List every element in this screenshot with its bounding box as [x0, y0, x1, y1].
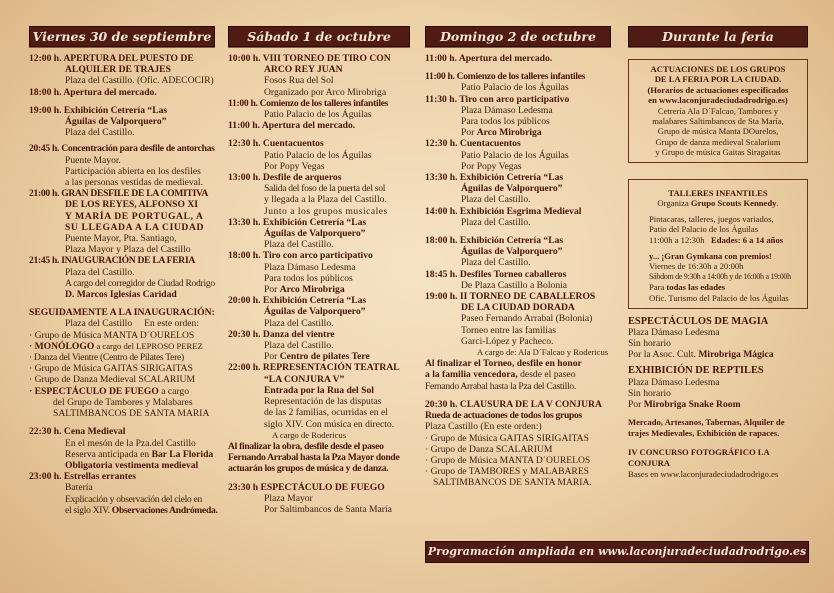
- box-text: Ofic. Turismo del Palacio de los Águilas: [649, 293, 789, 303]
- ev-detail: Puente Mayor, Pta. Santiago,: [65, 233, 177, 245]
- ev-title: DE LOS REYES, ALFONSO XI: [65, 199, 199, 211]
- box-heading: (Horarios de actuaciones especificados: [647, 84, 789, 95]
- ev-title: 11:00 h. Apertura del mercado.: [425, 53, 553, 64]
- ev-detail: Por Centro de pilates Tere: [264, 351, 370, 363]
- ev-title: SU LLEGADA A LA CIUDAD: [65, 221, 205, 233]
- ev-detail: A cargo de: Ala D´Falcao y Rodericus: [477, 347, 609, 358]
- ev-title: 22:30 h. Cena Medieval: [29, 426, 126, 438]
- list-item: SALTIMBANCOS DE SANTA MARIA: [53, 408, 210, 420]
- ev-detail: A cargo de Rodericus: [272, 429, 347, 440]
- ev-detail: a las personas vestidas de medieval.: [65, 177, 203, 189]
- box-heading: TALLERES INFANTILES: [668, 187, 768, 198]
- ev-note: Fernando Arrabal hasta la Pza Mayor donde: [228, 452, 400, 464]
- ev-title: ESPECTÁCULOS DE MAGIA: [628, 315, 769, 327]
- ev-detail: el siglo XIV. Observaciones Andrómeda.: [65, 504, 218, 516]
- ev-detail: Sin horario: [628, 338, 671, 349]
- ev-detail: Organizado por Arco Mirobriga: [264, 86, 387, 98]
- list-item: · ESPECTÁCULO DE FUEGO a cargo: [29, 385, 189, 397]
- ev-detail: Plaza del Castillo.: [264, 340, 334, 352]
- ev-title: 23:30 h ESPECTÁCULO DE FUEGO: [228, 481, 385, 493]
- ev-title: 21:00 h. GRAN DESFILE DE LA COMITIVA: [29, 188, 209, 200]
- ev-title: 12:00 h. APERTURA DEL PUESTO DE: [29, 53, 194, 64]
- ev-detail: A cargo del corregidor de Ciudad Rodrigo: [65, 277, 215, 289]
- ev-title: 23:00 h. Estrellas errantes: [29, 471, 136, 483]
- ev-title: Águilas de Valporquero”: [264, 306, 366, 318]
- ev-detail: Por Popy Vegas: [264, 160, 325, 172]
- ev-detail: Por Popy Vegas: [461, 160, 522, 172]
- list-item: · Grupo de Música MANTA D´OURELOS: [29, 329, 195, 341]
- box-text: Viernes de 16:30h a 20:00h: [649, 261, 744, 272]
- list-item: · Grupo de Música GAITAS SIRIGAITAS: [29, 363, 193, 375]
- ev-detail: Patio Palacio de los Águilas: [264, 109, 372, 121]
- ev-title: 18:00 h. Exhibición Cetrería “Las: [425, 235, 564, 247]
- ev-detail: Plaza del Castillo.: [461, 257, 531, 269]
- ev-detail: Plaza del Castillo.: [264, 239, 334, 251]
- ev-title: Águilas de Valporquero”: [65, 116, 167, 128]
- ev-detail: Patio Palacio de los Águilas: [461, 82, 569, 94]
- ev-title: 18:00 h. Tiro con arco participativo: [228, 250, 373, 262]
- ev-detail: Por Saltimbancos de Santa María: [264, 503, 392, 515]
- ev-detail: Patio Palacio de los Águilas: [264, 149, 372, 161]
- list-item: · MONÓLOGO a cargo del LEPROSO PEREZ: [29, 340, 203, 352]
- ev-detail: Plaza del Castillo.: [65, 127, 135, 139]
- ev-title: SEGUIDAMENTE A LA INAUGURACIÓN:: [29, 307, 215, 319]
- ev-detail: Plaza Mayor y Plaza del Castillo: [65, 244, 191, 256]
- ev-detail: Explicación y observación del cielo en: [65, 493, 202, 505]
- ev-title: 20:45 h. Concentración para desfile de antorchas: [29, 143, 215, 155]
- ev-title: 14:00 h. Exhibición Esgrima Medieval: [425, 205, 582, 217]
- ev-note: IV CONCURSO FOTOGRÁFICO LA CONJURA: [628, 446, 770, 468]
- box-text: Sábdom de 9:30h a 14:00h y de 16:00h a 19:00h: [649, 271, 791, 281]
- ev-detail: Plaza Dámaso Ledesma: [628, 376, 720, 388]
- ev-detail: siglo XIV. Con música en directo.: [264, 418, 395, 430]
- ev-note: a la familia vencedora, desde el paseo: [425, 369, 576, 381]
- ev-title: DE LA CIUDAD DORADA: [461, 302, 575, 314]
- ev-detail: y llegada a la Plaza del Castillo.: [264, 194, 387, 206]
- ev-detail: Por la Asoc. Cult. Mirobriga Mágica: [628, 349, 774, 361]
- box-workshops: [628, 179, 808, 309]
- ev-detail: Plaza Dámaso Ledesma: [264, 261, 356, 273]
- ev-title: 18:00 h. Apertura del mercado.: [29, 86, 157, 98]
- box-heading: en www.laconjuradeciudadrodrigo.es): [648, 95, 788, 106]
- box-text: y Grupo de música Gaitas Siragaitas: [655, 147, 781, 158]
- ev-detail: De Plaza Castillo a Bolonia: [461, 279, 568, 291]
- ev-title: 19:00 h. Exhibición Cetrería “Las: [29, 104, 168, 116]
- ev-title: 19:00 h. II TORNEO DE CABALLEROS: [425, 291, 596, 303]
- ev-detail: Plaza del Castillo.: [264, 317, 334, 329]
- box-heading: DE LA FERIA POR LA CIUDAD.: [654, 74, 782, 85]
- ev-title: 11:30 h. Tiro con arco participativo: [425, 93, 570, 105]
- ev-title: ALQUILER DE TRAJES: [65, 64, 171, 76]
- ev-detail: Salida del foso de la puerta del sol: [264, 183, 386, 195]
- ev-note: Al finalizar la obra, desfile desde el paseo: [228, 440, 384, 452]
- ev-detail: Plaza del Castillo.: [461, 216, 531, 228]
- ev-detail: Junto a los grupos musicales: [264, 205, 388, 217]
- box-text: Cetrería Ala D´Falcao, Tambores y: [657, 105, 779, 116]
- ev-title: EXHIBICIÓN DE REPTILES: [628, 365, 764, 377]
- ev-detail: En el mesón de la Pza.del Castillo: [65, 437, 196, 449]
- ev-detail: D. Marcos Iglesias Caridad: [65, 289, 177, 301]
- box-text: Organiza Grupo Scouts Kennedy.: [657, 198, 779, 209]
- ev-detail: Plaza Mayor: [264, 492, 313, 504]
- ev-title: 13:30 h. Exhibición Cetrería “Las: [228, 216, 367, 228]
- box-text: Patio del Palacio de los Águilas: [649, 224, 759, 235]
- ev-title: 13:00 h. Desfile de arqueros: [228, 172, 342, 184]
- ev-detail: Plaza Dámaso Ledesma: [628, 326, 720, 338]
- column-during-fair: [628, 53, 808, 480]
- box-text: Pintacaras, talleres, juegos variados,: [649, 213, 774, 224]
- ev-detail: Puente Mayor.: [65, 154, 121, 166]
- list-item: · Danza del Vientre (Centro de Pilates Tere): [29, 352, 184, 364]
- box-text: y... ¡Gran Gymkana con premios!: [649, 250, 772, 261]
- header-saturday: Sábado 1 de octubre: [228, 26, 410, 47]
- ev-title: Águilas de Valporquero”: [461, 183, 563, 195]
- ev-title: 18:45 h. Desfiles Torneo caballeros: [425, 268, 567, 280]
- ev-title: Y MARÍA DE PORTUGAL, A: [65, 210, 204, 222]
- ev-note: actuarán los grupos de música y de danza.: [228, 463, 389, 475]
- ev-detail: Bases en www.laconjuradeciudadrodrigo.es: [628, 469, 779, 480]
- ev-title: “LA CONJURA V”: [264, 373, 345, 385]
- ev-detail: Paseo Fernando Arrabal (Bolonia): [461, 313, 593, 325]
- box-heading: ACTUACIONES DE LOS GRUPOS: [650, 64, 786, 74]
- footer-banner: Programación ampliada en www.laconjuradeciudadrodrigo.es: [425, 541, 809, 563]
- ev-title: ARCO REY JUAN: [264, 64, 343, 76]
- ev-detail: Sin horario: [628, 387, 671, 399]
- list-item: SALTIMBANCOS DE SANTA MARIA.: [433, 477, 592, 489]
- ev-detail: Plaza del Castillo. (Ofic. ADECOCIR): [65, 75, 214, 87]
- ev-note: Fernando Arrabal hasta la Pza del Castillo.: [425, 380, 576, 392]
- ev-detail: Para todos los públicos: [264, 272, 353, 284]
- ev-detail: Plaza del Castillo.: [461, 194, 531, 206]
- ev-title: 21:45 h. INAUGURACIÓN DE LA FERIA: [29, 255, 196, 267]
- ev-title: 11:00 h. Comienzo de los talleres infantiles: [425, 71, 586, 83]
- ev-title: 22:00 h. REPRESENTACIÓN TEATRAL: [228, 362, 400, 374]
- ev-detail: Representación de las disputas: [264, 396, 382, 408]
- ev-title: Águilas de Valporquero”: [461, 246, 563, 258]
- ev-detail: de las 2 familias, ocurridas en el: [264, 407, 388, 419]
- ev-title: 11:00 h. Apertura del mercado.: [228, 120, 356, 132]
- list-item: del Grupo de Tambores y Malabares: [53, 396, 193, 408]
- header-friday: Viernes 30 de septiembre: [29, 26, 215, 47]
- box-text: Grupo de danza medieval Scalarium: [655, 136, 781, 147]
- list-item: · Grupo de TAMBORES y MALABARES: [425, 466, 590, 478]
- ev-detail: Torneo entre las familias: [461, 324, 556, 336]
- ev-title: 20:30 h. Danza del vientre: [228, 328, 335, 340]
- ev-title: 12:30 h. Cuentacuentos: [228, 138, 324, 150]
- ev-note: Rueda de actuaciones de todos los grupos: [425, 410, 582, 422]
- ev-detail: Fosos Rua del Sol: [264, 75, 334, 87]
- box-text: malabares Saltimbancos de Sta María,: [652, 116, 784, 127]
- ev-detail: Participación abierta en los desfiles: [65, 165, 201, 177]
- ev-title: 13:30 h. Exhibición Cetrería “Las: [425, 172, 564, 184]
- ev-detail: Plaza Dámaso Ledesma: [461, 104, 553, 116]
- ev-detail: Entrada por la Rua del Sol: [264, 384, 374, 396]
- ev-title: Águilas de Valporquero”: [264, 228, 366, 240]
- ev-title: 10:00 h. VIII TORNEO DE TIRO CON: [228, 53, 391, 64]
- ev-title: 11:00 h. Comienzo de los talleres infantiles: [228, 97, 389, 109]
- column-saturday: [228, 53, 424, 515]
- ev-detail: Reserva anticipada en Bar La Florida: [65, 448, 214, 460]
- box-text: Para todas las edades: [649, 282, 726, 293]
- ev-detail: Patio Palacio de los Águilas: [461, 149, 569, 161]
- ev-detail: Por Arco Mirobriga: [264, 284, 345, 296]
- ev-detail: Por Mirobriga Snake Room: [628, 399, 741, 411]
- column-friday: [29, 53, 225, 516]
- ev-detail: Por Arco Mirobriga: [461, 127, 542, 139]
- list-item: · Grupo de Música GAITAS SIRIGAITAS: [425, 432, 589, 444]
- header-during-fair: Durante la feria: [628, 26, 808, 47]
- ev-note: Al finalizar el Torneo, desfile en honor: [425, 358, 582, 370]
- ev-title: 20:30 h. CLAUSURA DE LA V CONJURA: [425, 398, 602, 410]
- ev-title: 12:30 h. Cuentacuentos: [425, 138, 521, 150]
- box-performances: [628, 59, 808, 163]
- column-sunday: [425, 53, 621, 489]
- ev-detail: Obligatoria vestimenta medieval: [65, 459, 199, 471]
- box-text: Grupo de música Manta DOurelos,: [657, 126, 779, 137]
- list-item: · Grupo de Danza Medieval SCALARIUM: [29, 374, 195, 386]
- header-sunday: Domingo 2 de octubre: [425, 26, 611, 47]
- ev-detail: Batería: [65, 482, 93, 494]
- ev-detail: Plaza Castillo (En este orden:): [425, 421, 542, 433]
- ev-detail: Plaza del Castillo.: [65, 266, 135, 278]
- ev-detail: Para todos los públicos: [461, 116, 550, 128]
- ev-detail: Plaza del Castillo En este orden:: [65, 318, 200, 330]
- ev-note: Mercado, Artesanos, Tabernas, Alquiler de: [628, 417, 785, 428]
- ev-detail: Garci-López y Pacheco.: [461, 335, 554, 347]
- list-item: · Grupo de Música MANTA D´OURELOS: [425, 454, 591, 466]
- ev-title: 20:00 h. Exhibición Cetrería “Las: [228, 295, 367, 307]
- ev-note: trajes Medievales, Exhibición de rapaces.: [628, 428, 780, 439]
- box-text: 11:00h a 12:30h Edades: 6 a 14 años: [649, 235, 784, 246]
- list-item: · Grupo de Danza SCALARIUM: [425, 443, 553, 455]
